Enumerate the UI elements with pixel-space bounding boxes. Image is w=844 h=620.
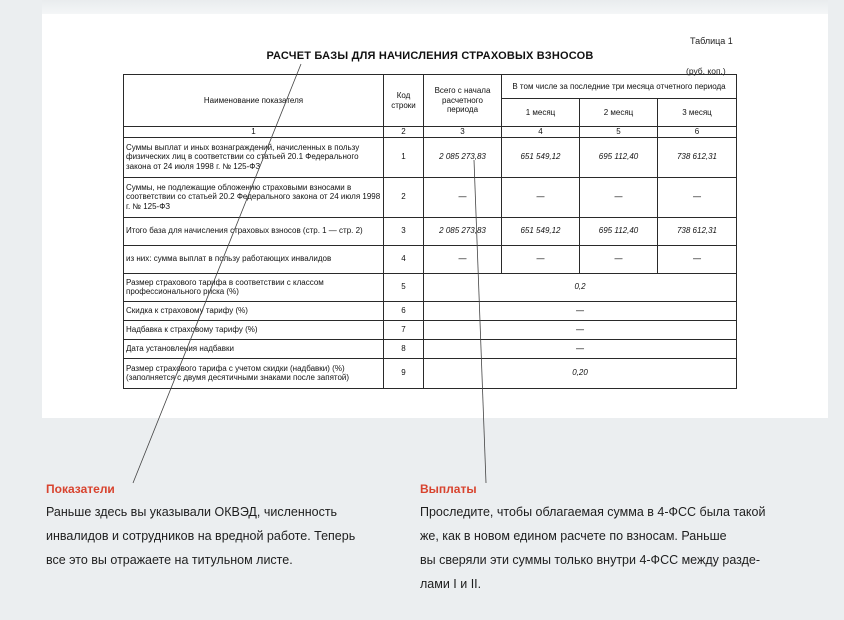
row-merged-value: 0,2	[424, 273, 737, 301]
document-title: РАСЧЕТ БАЗЫ ДЛЯ НАЧИСЛЕНИЯ СТРАХОВЫХ ВЗНОСОВ	[266, 50, 594, 62]
row-name: Дата установления надбавки	[124, 339, 384, 358]
row-code: 6	[384, 301, 424, 320]
row-month-1: 651 549,12	[502, 137, 580, 177]
row-name: из них: сумма выплат в пользу работающих инвалидов	[124, 245, 384, 273]
table-number: Таблица 1	[690, 36, 733, 46]
header-month-1: 1 месяц	[502, 99, 580, 127]
row-name: Скидка к страховому тарифу (%)	[124, 301, 384, 320]
header-month-2: 2 месяц	[580, 99, 658, 127]
pointer-line-left	[133, 64, 301, 483]
row-name: Надбавка к страховому тарифу (%)	[124, 320, 384, 339]
row-code: 3	[384, 217, 424, 245]
row-month-1: 651 549,12	[502, 217, 580, 245]
header-month-3: 3 месяц	[658, 99, 737, 127]
note-left-title: Показатели	[46, 482, 115, 496]
row-code: 5	[384, 273, 424, 301]
column-number: 6	[658, 127, 737, 138]
note-left-line: Раньше здесь вы указывали ОКВЭД, численность	[46, 505, 338, 519]
row-code: 8	[384, 339, 424, 358]
row-code: 1	[384, 137, 424, 177]
column-number: 4	[502, 127, 580, 138]
row-month-1: —	[502, 245, 580, 273]
note-right-title: Выплаты	[420, 482, 477, 496]
row-code: 2	[384, 177, 424, 217]
row-month-3: 738 612,31	[658, 217, 737, 245]
row-month-3: —	[658, 245, 737, 273]
note-right-line: Проследите, чтобы облагаемая сумма в 4-ФСС была такой	[420, 505, 766, 519]
row-month-2: 695 112,40	[580, 137, 658, 177]
row-month-3: 738 612,31	[658, 137, 737, 177]
note-left-line: все это вы отражаете на титульном листе.	[46, 553, 293, 567]
row-merged-value: —	[424, 301, 737, 320]
row-total: —	[424, 245, 502, 273]
row-month-1: —	[502, 177, 580, 217]
row-name: Размер страхового тарифа в соответствии с классом профессионального риска (%)	[124, 273, 384, 301]
note-right-line: вы сверяли эти суммы только внутри 4-ФСС между разде-	[420, 553, 761, 567]
note-left-line: инвалидов и сотрудников на вредной работе. Теперь	[46, 529, 356, 543]
row-code: 4	[384, 245, 424, 273]
header-code: Код строки	[384, 75, 424, 127]
column-number: 2	[384, 127, 424, 138]
row-month-2: —	[580, 245, 658, 273]
pointer-line-right	[474, 160, 486, 483]
row-total: —	[424, 177, 502, 217]
row-month-2: —	[580, 177, 658, 217]
note-right-line: же, как в новом едином расчете по взносам. Раньше	[420, 529, 727, 543]
row-name: Суммы, не подлежащие обложению страховыми взносами в соответствии со статьей 20.2 Федерального закона от 24 июля 1998 г. № 125-ФЗ	[124, 177, 384, 217]
row-name: Суммы выплат и иных вознаграждений, начисленных в пользу физических лиц в соответствии со статьей 20.1 Федерального закона от 24 июля 1998 г. № 125-ФЗ	[124, 137, 384, 177]
row-code: 7	[384, 320, 424, 339]
note-right-text	[420, 500, 830, 596]
note-right-line: лами I и II.	[420, 577, 482, 591]
header-last-three-months: В том числе за последние три месяца отчетного периода	[502, 75, 737, 99]
row-merged-value: —	[424, 339, 737, 358]
header-name: Наименование показателя	[124, 75, 384, 127]
row-month-2: 695 112,40	[580, 217, 658, 245]
header-total: Всего с начала расчетного периода	[424, 75, 502, 127]
row-total: 2 085 273,83	[424, 137, 502, 177]
row-name: Итого база для начисления страховых взносов (стр. 1 — стр. 2)	[124, 217, 384, 245]
row-merged-value: —	[424, 320, 737, 339]
column-number: 5	[580, 127, 658, 138]
note-left-text	[46, 500, 406, 572]
row-merged-value: 0,20	[424, 358, 737, 388]
column-number: 3	[424, 127, 502, 138]
units-label: (руб. коп.)	[686, 66, 726, 76]
row-total: 2 085 273,83	[424, 217, 502, 245]
row-month-3: —	[658, 177, 737, 217]
row-name: Размер страхового тарифа с учетом скидки (надбавки) (%) (заполняется с двумя десятичными знаками после запятой)	[124, 358, 384, 388]
row-code: 9	[384, 358, 424, 388]
column-number: 1	[124, 127, 384, 138]
